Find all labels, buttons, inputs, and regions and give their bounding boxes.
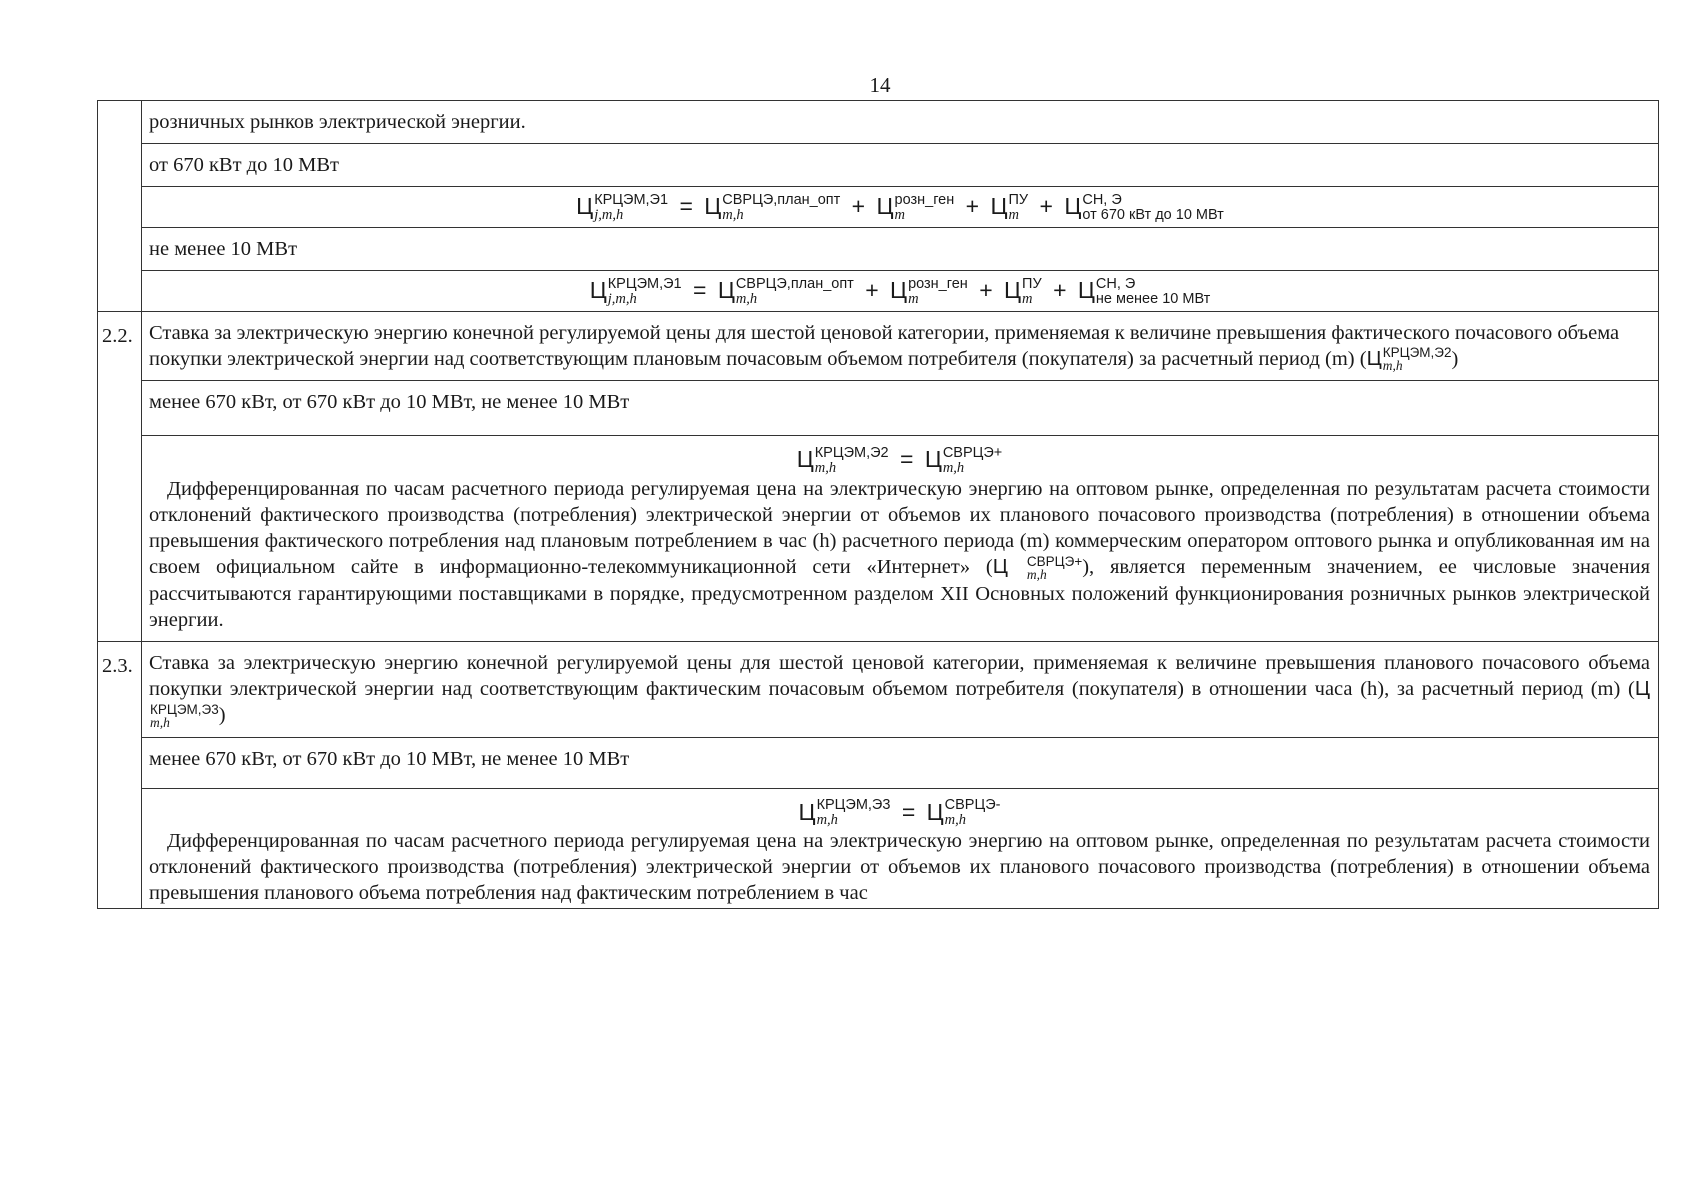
formula-cell — [142, 187, 1659, 228]
superscript: СН, Э — [1082, 191, 1122, 208]
subscript: m,h — [816, 812, 838, 829]
c-symbol: Ц — [924, 446, 942, 473]
subscript: m — [908, 290, 919, 307]
c-symbol: Ц — [1064, 193, 1082, 219]
operator: + — [1053, 276, 1067, 303]
c-symbol: Ц — [1077, 276, 1095, 303]
operator: + — [965, 193, 980, 219]
section-number: 2.3. — [98, 641, 142, 909]
superscript: СВРЦЭ,план_опт — [735, 275, 854, 292]
c-symbol: Ц — [1366, 346, 1382, 370]
operator: + — [851, 193, 866, 219]
formula-e3 — [149, 797, 1650, 829]
close-paren: ) — [218, 703, 226, 726]
superscript: КРЦЭМ,Э2 — [814, 445, 889, 462]
subscript: j,m,h — [594, 206, 624, 223]
subscript: от 670 кВт до 10 МВт — [1082, 206, 1224, 223]
section-text: Ставка за электрическую энергию конечной регулируемой цены для шестой ценовой категории, применяемая к величине превышения планового почасового объема покупки электрической энергии над соответствующим фактическим почасовым объемом потребителя (покупателя) в отношении часа (h), за расчетный период (m) ( — [149, 651, 1650, 700]
page-number: 14 — [869, 73, 891, 97]
subscript: j,m,h — [607, 290, 637, 307]
section-2-2-description — [142, 311, 1659, 381]
superscript: СВРЦЭ,план_опт — [722, 191, 841, 208]
superscript: КРЦЭМ,Э2 — [1382, 345, 1452, 361]
operator: = — [679, 193, 693, 219]
formula-explanation: Дифференцированная по часам расчетного периода регулируемая цена на электрическую энергию на оптовом рынке, определенная по результатам расчета стоимости отклонений фактического производства (потребления) электрической энергии от объемов их планового почасового производства (потребления) в отношении объема превышения планового объема потребления над фактическим потреблением в час — [149, 830, 1650, 905]
formula-e1-ne-menee-10 — [142, 271, 1658, 311]
formula-e1-670-10 — [142, 187, 1658, 227]
range-label: не менее 10 МВт — [142, 227, 1659, 270]
range-label: от 670 кВт до 10 МВт — [142, 144, 1659, 187]
close-paren: ) — [1451, 347, 1459, 370]
superscript: КРЦЭМ,Э3 — [150, 701, 219, 717]
formula-e2 — [149, 444, 1650, 476]
c-symbol: Ц — [704, 193, 722, 219]
operator: = — [899, 446, 914, 473]
superscript: розн_ген — [894, 191, 955, 208]
section-2-3-formula-cell — [142, 788, 1659, 909]
superscript: СВРЦЭ- — [944, 797, 1001, 814]
operator: = — [901, 798, 916, 825]
superscript: СВРЦЭ+ — [942, 445, 1003, 462]
c-symbol: Ц — [796, 446, 814, 473]
c-symbol: Ц — [589, 276, 607, 303]
subscript: m,h — [814, 460, 837, 477]
range-label: менее 670 кВт, от 670 кВт до 10 МВт, не менее 10 МВт — [142, 381, 1659, 436]
section-2-3-description — [142, 641, 1659, 737]
operator: + — [1039, 193, 1053, 219]
operator: = — [692, 276, 707, 303]
subscript: m — [1008, 206, 1019, 223]
subscript: не менее 10 МВт — [1095, 290, 1211, 307]
c-symbol: Ц — [876, 193, 894, 219]
c-symbol: Ц — [717, 276, 735, 303]
subscript: m,h — [150, 714, 170, 730]
row-text: розничных рынков электрической энергии. — [142, 101, 1659, 144]
subscript: m,h — [942, 460, 965, 477]
superscript: розн_ген — [908, 275, 968, 292]
c-symbol: Ц — [890, 276, 908, 303]
tariff-table — [97, 100, 1659, 909]
c-symbol: Ц — [990, 193, 1008, 219]
c-symbol: Ц — [1634, 676, 1650, 700]
superscript: СВРЦЭ+ — [1026, 553, 1083, 569]
formula-cell — [142, 270, 1659, 311]
subscript: m,h — [1382, 358, 1403, 374]
superscript: КРЦЭМ,Э1 — [594, 191, 669, 208]
c-symbol: Ц — [992, 555, 1008, 579]
c-symbol: Ц — [1004, 276, 1022, 303]
subscript: m — [1022, 290, 1033, 307]
superscript: КРЦЭМ,Э3 — [816, 797, 891, 814]
explanation-text: ), является переменным значением, ее числовые значения рассчитываются гарантирующими поставщиками в порядке, предусмотренном разделом XII Основных положений функционирования розничных рынков электрической энергии. — [149, 556, 1651, 631]
subscript: m,h — [944, 812, 967, 829]
c-symbol: Ц — [576, 193, 594, 219]
explanation-text: Дифференцированная по часам расчетного периода регулируемая цена на электрическую энергию на оптовом рынке, определенная по результатам расчета стоимости отклонений фактического производства (потребления) электрической энергии от объемов их планового почасового производства (потребления) в отношении объема превышения фактического потребления над плановым потреблением в час (h) расчетного периода (m) коммерческим оператором оптового рынка и опубликованная им на своем официальном сайте в информационно-телекоммуникационной сети «Интернет» ( — [149, 478, 1650, 579]
superscript: КРЦЭМ,Э1 — [607, 275, 682, 292]
subscript: m — [894, 206, 905, 223]
c-symbol: Ц — [798, 798, 816, 825]
subscript: m,h — [735, 290, 758, 307]
c-symbol: Ц — [926, 798, 944, 825]
section-2-2-formula-cell — [142, 436, 1659, 642]
superscript: СН, Э — [1095, 275, 1136, 292]
section-text: Ставка за электрическую энергию конечной регулируемой цены для шестой ценовой категории, применяемая к величине превышения фактического почасового объема покупки электрической энергии над соответствующим плановым почасовым объемом потребителя (покупателя) за расчетный период (m) ( — [149, 321, 1620, 370]
section-number: 2.2. — [98, 311, 142, 641]
operator: + — [979, 276, 993, 303]
section-number-cell — [98, 101, 142, 312]
superscript: ПУ — [1008, 191, 1029, 208]
superscript: ПУ — [1022, 275, 1042, 292]
subscript: m,h — [722, 206, 744, 223]
range-label: менее 670 кВт, от 670 кВт до 10 МВт, не менее 10 МВт — [142, 737, 1659, 788]
subscript: m,h — [1026, 566, 1047, 582]
operator: + — [865, 276, 879, 303]
formula-explanation — [149, 476, 1650, 633]
